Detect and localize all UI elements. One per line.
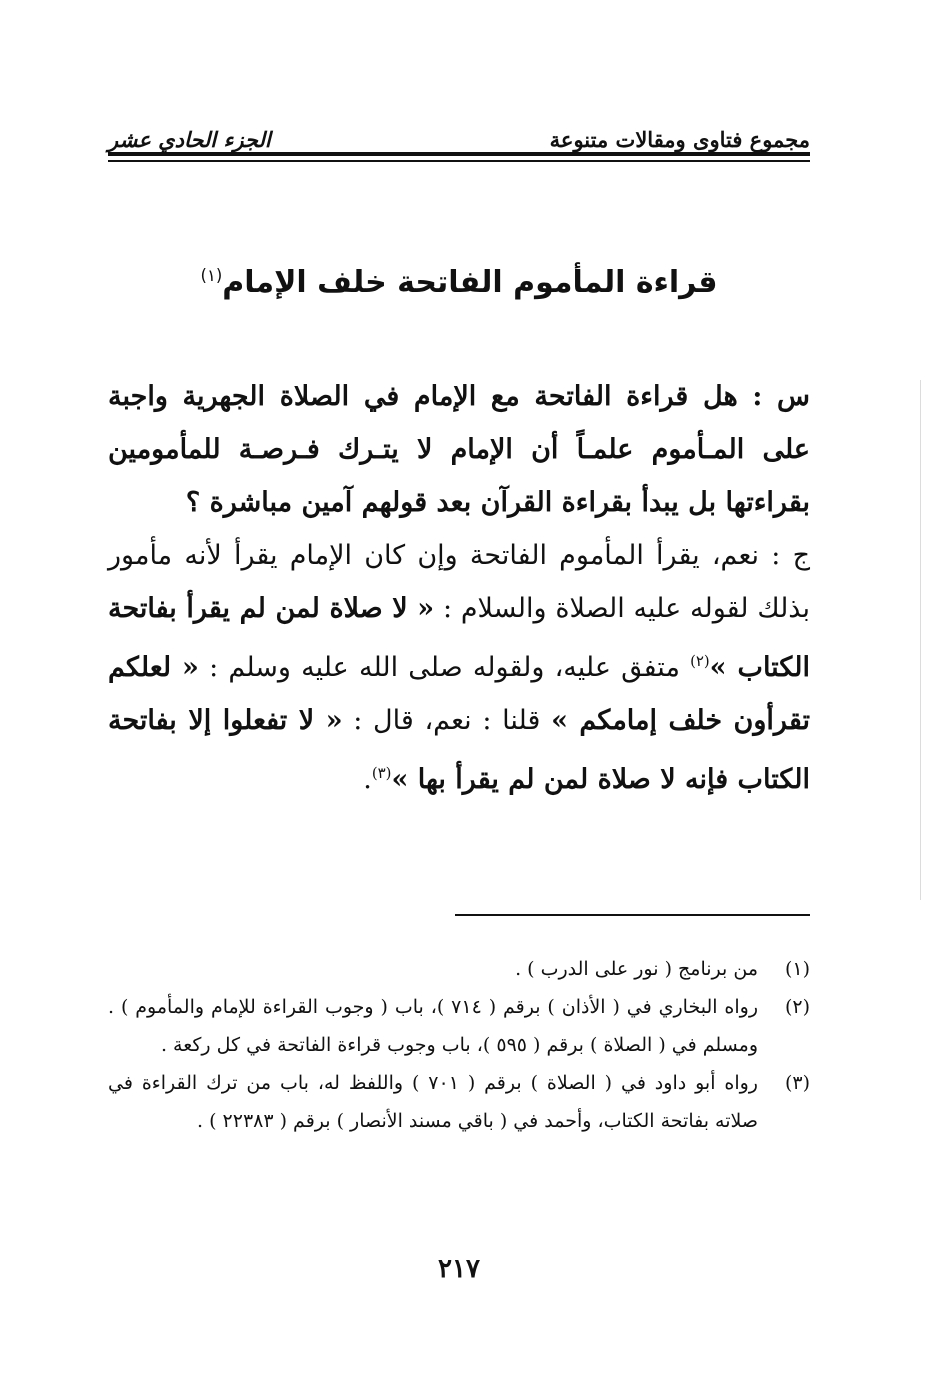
page-number: ٢١٧ [438,1254,480,1284]
footnote-item [108,950,810,988]
book-title: مجموع فتاوى ومقالات متنوعة [549,127,810,152]
header-rule-thin [108,160,810,162]
hadith-quote-2: « لعلكم تقرأون خلف إمامكم » [108,652,810,736]
scan-edge-line [920,380,921,900]
footnote-item [108,988,810,1064]
footnote-item [108,1064,810,1140]
article-title-text: قراءة المأموم الفاتحة خلف الإمام [222,265,718,300]
article-body [108,370,810,806]
volume-label: الجزء الحادي عشر [108,127,271,152]
hadith-quote-1: « لا صلاة لمن لم يقرأ بفاتحة الكتاب » [108,593,810,683]
footnote-marker-3: (٣) [371,764,392,782]
hadith-quote-3: « لا تفعلوا إلا بفاتحة الكتاب فإنه لا صلاة لمن لم يقرأ بها » [108,705,810,795]
footnote-marker-1: (١) [200,266,223,285]
header-rule-thick [108,152,810,156]
footnote-text: رواه أبو داود في ( الصلاة ) برقم ( ٧٠١ ) واللفظ له، باب من ترك القراءة في صلاته بفاتحة الكتاب، وأحمد في ( باقي مسند الأنصار ) برقم ( ٢٢٣٨٣ ) . [108,1072,758,1132]
running-header [108,108,810,152]
question-paragraph: س : هل قراءة الفاتحة مع الإمام في الصلاة الجهرية واجبة على المـأموم علمـاً أن الإمام لا يتـرك فـرصـة للمأمومين بقراءتها بل يبدأ بقراءة القرآن بعد قولهم آمين مباشرة ؟ [108,381,810,518]
answer-text-3: قلنا : نعم، قال : [342,705,552,736]
footnote-text: رواه البخاري في ( الأذان ) برقم ( ٧١٤ )، باب ( وجوب القراءة للإمام والمأموم ) . ومسلم في ( الصلاة ) برقم ( ٥٩٥ )، باب وجوب قراءة الفاتحة في كل ركعة . [108,996,759,1056]
footnote-text: من برنامج ( نور على الدرب ) . [515,958,758,980]
footnote-marker-2: (٢) [690,652,710,670]
article-title [108,246,810,313]
answer-text-2: متفق عليه، ولقوله صلى الله عليه وسلم : [198,652,691,683]
answer-text-1: ج : نعم، يقرأ المأموم الفاتحة وإن كان الإمام يقرأ لأنه مأمور بذلك لقوله عليه الصلاة والسلام : [108,540,810,624]
footnote-number: (١) [784,958,810,980]
answer-paragraph [108,529,810,806]
answer-end: . [363,764,372,795]
footnote-separator [455,914,810,916]
footnotes [108,950,810,1140]
footnote-number: (٢) [784,996,810,1018]
footnote-number: (٣) [784,1072,810,1094]
